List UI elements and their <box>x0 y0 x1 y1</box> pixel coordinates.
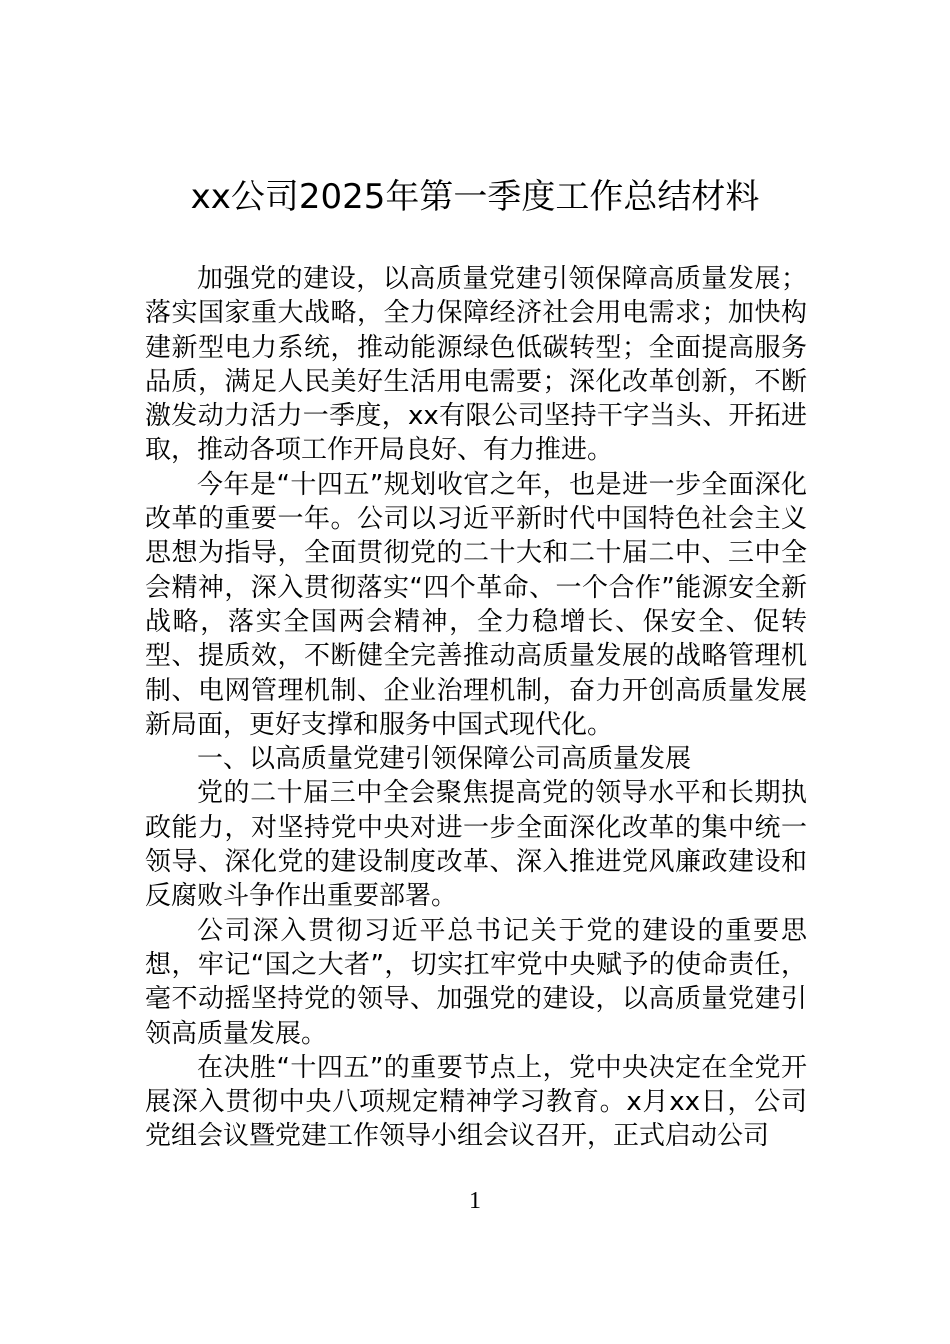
document-title: xx公司2025年第一季度工作总结材料 <box>190 177 760 217</box>
paragraph-party-building: 公司深入贯彻习近平总书记关于党的建设的重要思想，牢记“国之大者”，切实扛牢党中央赋予的使命责任，毫不动摇坚持党的领导、加强党的建设，以高质量党建引领高质量发展。 <box>145 915 807 1049</box>
paragraph-plenum: 党的二十届三中全会聚焦提高党的领导水平和长期执政能力，对坚持党中央对进一步全面深化改革的集中统一领导、深化党的建设制度改革、深入推进党风廉政建设和反腐败斗争作出重要部署。 <box>145 778 807 912</box>
paragraph-eight-rules: 在决胜“十四五”的重要节点上，党中央决定在全党开展深入贯彻中央八项规定精神学习教育。x月xx日，公司党组会议暨党建工作领导小组会议召开，正式启动公司 <box>145 1052 807 1152</box>
document-body <box>145 262 807 1154</box>
section-heading-1: 一、以高质量党建引领保障公司高质量发展 <box>197 744 692 775</box>
page-number: 1 <box>469 1188 481 1214</box>
paragraph-background: 今年是“十四五”规划收官之年，也是进一步全面深化改革的重要一年。公司以习近平新时代中国特色社会主义思想为指导，全面贯彻党的二十大和二十届二中、三中全会精神，深入贯彻落实“四个革命、一个合作”能源安全新战略，落实全国两会精神，全力稳增长、保安全、促转型、提质效，不断健全完善推动高质量发展的战略管理机制、电网管理机制、企业治理机制，奋力开创高质量发展新局面，更好支撑和服务中国式现代化。 <box>145 469 807 740</box>
paragraph-intro: 加强党的建设，以高质量党建引领保障高质量发展；落实国家重大战略，全力保障经济社会用电需求；加快构建新型电力系统，推动能源绿色低碳转型；全面提高服务品质，满足人民美好生活用电需要；深化改革创新，不断激发动力活力一季度，xx有限公司坚持干字当头、开拓进取，推动各项工作开局良好、有力推进。 <box>145 264 807 466</box>
